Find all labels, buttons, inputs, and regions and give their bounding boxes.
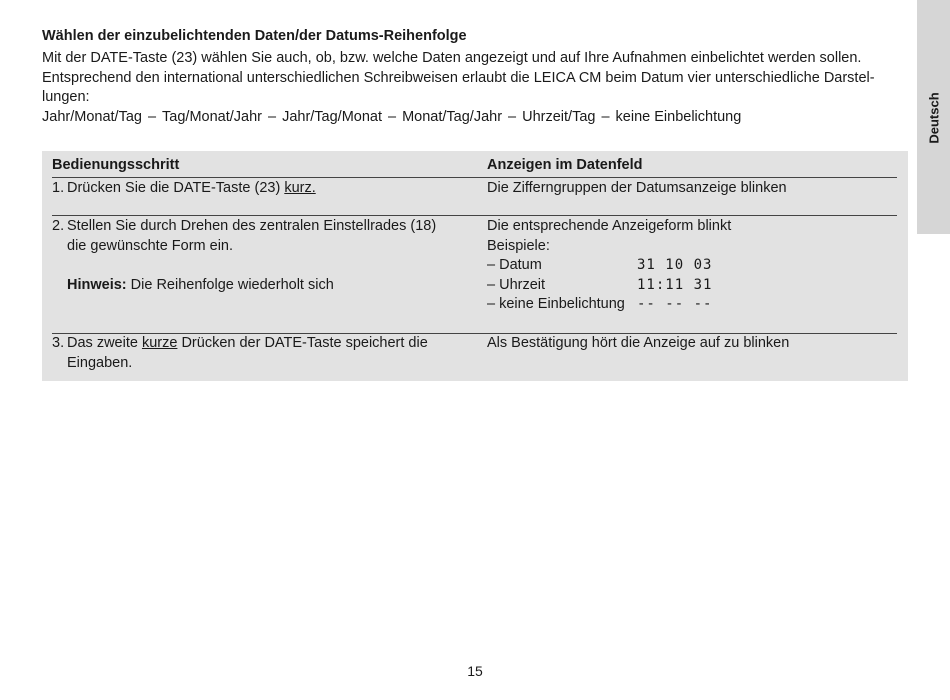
intro-line-1: Mit der DATE-Taste (23) wählen Sie auch, ob, bzw. welche Daten angezeigt und auf Ihre Aufnahmen einbelichtet werden sollen. — [42, 50, 862, 66]
hint — [67, 276, 467, 296]
header-left: Bedienungsschritt — [52, 157, 180, 173]
instruction-emphasis: kurz. — [284, 180, 316, 196]
example-time — [487, 276, 897, 296]
step-number: 2. — [52, 218, 65, 234]
step-instruction — [67, 334, 467, 373]
instruction-line: die gewünschte Form ein. — [67, 237, 234, 254]
format-item: Jahr/Tag/Monat — [282, 108, 383, 125]
instruction-text: Das zweite — [67, 335, 142, 351]
example-label: – Datum — [487, 257, 542, 273]
step-number: 1. — [52, 180, 65, 196]
intro-line-2: Entsprechend den international unterschiedlichen Schreibweisen erlaubt die LEICA CM beim Datum vier unterschiedliche Darstel- — [42, 69, 875, 86]
instruction-line — [67, 334, 467, 354]
step-instruction — [67, 179, 467, 199]
step-instruction — [67, 217, 467, 295]
date-format-list — [42, 108, 908, 128]
instruction-line: Stellen Sie durch Drehen des zentralen Einstellrades (18) — [67, 218, 437, 234]
instruction-text: Drücken der DATE-Taste speichert die — [177, 335, 428, 351]
format-separator: – — [601, 108, 610, 125]
format-separator: – — [388, 108, 397, 125]
display-line: Beispiele: — [487, 237, 550, 254]
instruction-text: Drücken Sie die DATE-Taste (23) — [67, 180, 285, 196]
step-display: Die Zifferngruppen der Datumsanzeige blinken — [487, 180, 787, 196]
steps-table — [42, 151, 908, 381]
lcd-date-value: 31 10 03 — [637, 257, 713, 273]
language-side-tab — [917, 0, 950, 234]
lcd-none-value: -- -- -- — [637, 296, 713, 312]
row-divider — [52, 215, 897, 216]
table-header — [52, 157, 897, 178]
step-number: 3. — [52, 335, 65, 351]
format-item: Monat/Tag/Jahr — [402, 108, 503, 125]
instruction-emphasis: kurze — [141, 335, 178, 351]
format-item: keine Einbelichtung — [615, 108, 742, 125]
example-label: – keine Einbelichtung — [487, 296, 625, 312]
example-label: – Uhrzeit — [487, 276, 546, 293]
format-separator: – — [508, 108, 517, 125]
lcd-time-value: 11:11 31 — [637, 276, 713, 293]
language-tab-label: Deutsch — [926, 92, 941, 144]
hint-text: Die Reihenfolge wiederholt sich — [126, 276, 334, 293]
section-heading: Wählen der einzubelichtenden Daten/der Datums-Reihenfolge — [42, 28, 467, 44]
intro-line-3: lungen: — [42, 89, 90, 105]
format-separator: – — [267, 108, 277, 125]
header-right: Anzeigen im Datenfeld — [487, 157, 643, 173]
example-date — [487, 256, 897, 276]
format-item: Jahr/Monat/Tag — [42, 108, 142, 125]
step-display — [487, 217, 897, 315]
format-item: Tag/Monat/Jahr — [162, 108, 262, 125]
page-number: 15 — [467, 663, 483, 679]
instruction-line: Eingaben. — [67, 354, 133, 371]
step-display: Als Bestätigung hört die Anzeige auf zu blinken — [487, 335, 790, 351]
hint-label: Hinweis: — [67, 276, 127, 293]
format-separator: – — [147, 108, 157, 125]
display-line: Die entsprechende Anzeigeform blinkt — [487, 218, 732, 234]
format-item: Uhrzeit/Tag — [522, 108, 596, 125]
intro-text — [42, 49, 908, 127]
example-none — [487, 295, 897, 315]
